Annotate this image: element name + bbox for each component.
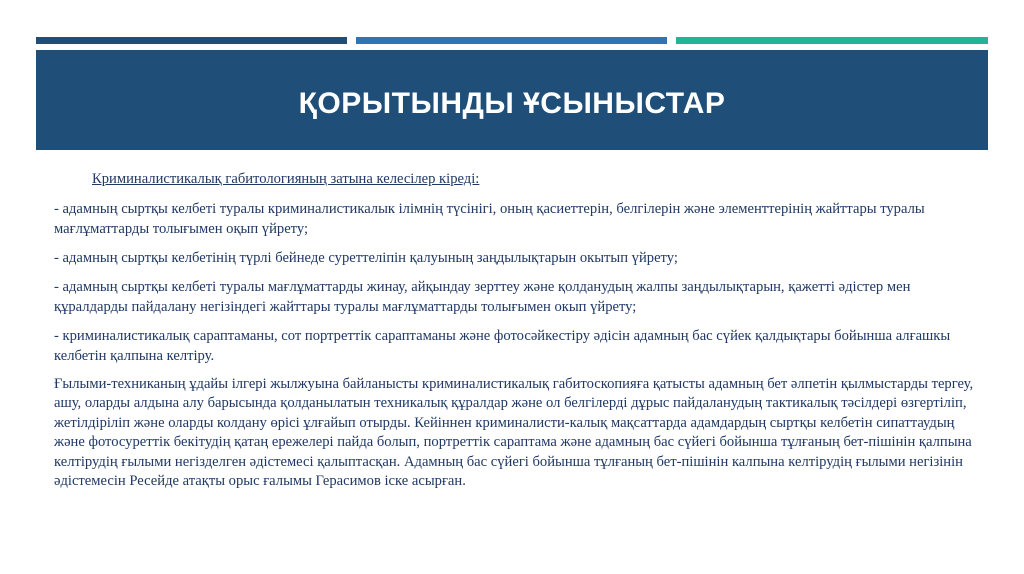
- list-item: - адамның сыртқы келбеті туралы криминалистикалык ілімнің түсінігі, оның қасиеттерін, белгілерін және элементтерінің жайттары туралы мағлұматтарды толығымен оқып үйрету;: [54, 201, 925, 237]
- decor-bar-blue: [356, 37, 667, 44]
- list-item: - криминалистикалық сараптаманы, сот портреттік сараптаманы және фотосәйкестіру әдісін адамның бас сүйек қалдықтары бойынша алғашкы келбетін қалпына келтіру.: [54, 328, 951, 364]
- decor-bar-dark-blue: [36, 37, 347, 44]
- slide-content: [54, 169, 976, 500]
- conclusion-paragraph: Ғылыми-техниканың ұдайы ілгері жылжуына байланысты криминалистикалық габитоскопияға қатысты адамның бет әлпетін қылмыстарды тергеу, ашу, оларды алдына алу барысында қолданылатын техникалық құралдар және ол белгілерді дұрыс пайдаланудың тактикалық тәсілдері өзгертіліп, жетілдіріліп және оларды колдану өрісі ұлғайып отырды. Кейіннен криминалисти-калық мақсаттарда адамдардың сыртқы келбетін сипаттаудың және фотосуреттік бекітудің қатаң ережелері пайда болып, портреттік сараптама және адамның бас сүйегі бойынша тұлғаның бет-пішінін қалпына келтірудің ғылыми негізделген әдістемесі қалыптасқан. Адамның бас сүйегі бойынша тұлғаның бет-пішінін калпына келтірудің ғылыми негізінін әдістемесін Ресейде атақты орыс ғалымы Герасимов іске асырған.: [54, 376, 974, 490]
- intro-text: Криминалистикалық габитологияның затына келесілер кіреді:: [92, 171, 480, 187]
- title-banner: [36, 50, 988, 150]
- list-item: - адамның сыртқы келбеті туралы мағлұматтарды жинау, айқындау зерттеу және қолданудың жалпы заңдылықтарын, қажетті әдістер мен құралдарды пайдалану негізіндегі жайттары туралы мағлұматтарды толығымен окып үйрету;: [54, 279, 911, 315]
- page-title: ҚОРЫТЫНДЫ ҰСЫНЫСТАР: [298, 87, 726, 120]
- list-item: - адамның сыртқы келбетінің түрлі бейнеде суреттеліпін қалуының заңдылықтарын окытып үйрету;: [54, 250, 678, 266]
- decor-bar-teal: [676, 37, 988, 44]
